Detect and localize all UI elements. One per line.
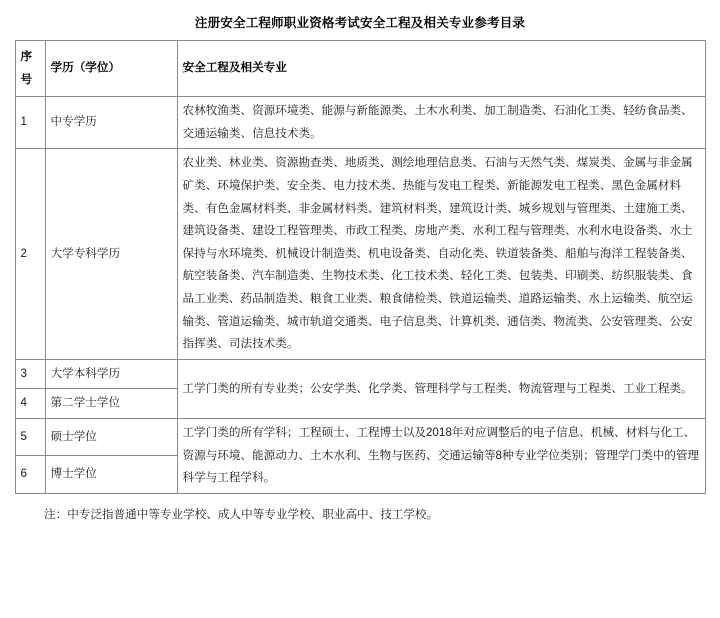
row-degree: 第二学士学位 [45,389,177,419]
column-header-majors: 安全工程及相关专业 [177,41,705,97]
row-majors: 农林牧渔类、资源环境类、能源与新能源类、土木水利类、加工制造类、石油化工类、轻纺食品类、交通运输类、信息技术类。 [177,97,705,149]
row-degree: 大学本科学历 [45,359,177,389]
row-majors: 工学门类的所有学科；工程硕士、工程博士以及2018年对应调整后的电子信息、机械、材料与化工、资源与环境、能源动力、土木水利、生物与医药、交通运输等8种专业学位类别；管理学门类中的管理科学与工程学科。 [177,418,705,493]
column-header-degree: 学历（学位） [45,41,177,97]
table-header-row [15,41,705,97]
column-header-no: 序号 [15,41,45,97]
row-majors: 工学门类的所有专业类；公安学类、化学类、管理科学与工程类、物流管理与工程类、工业工程类。 [177,359,705,418]
table-row [15,97,705,149]
row-no: 6 [15,456,45,493]
row-degree: 中专学历 [45,97,177,149]
major-catalog-table [15,40,706,494]
page-title: 注册安全工程师职业资格考试安全工程及相关专业参考目录 [194,16,526,30]
row-no: 5 [15,418,45,455]
row-no: 3 [15,359,45,389]
table-row [15,418,705,455]
table-row [15,149,705,359]
row-no: 2 [15,149,45,359]
row-degree: 大学专科学历 [45,149,177,359]
row-degree: 硕士学位 [45,418,177,455]
row-no: 1 [15,97,45,149]
row-majors: 农业类、林业类、资源勘查类、地质类、测绘地理信息类、石油与天然气类、煤炭类、金属与非金属矿类、环境保护类、安全类、电力技术类、热能与发电工程类、新能源发电工程类、黑色金属材料类、有色金属材料类、非金属材料类、建筑材料类、建筑设计类、城乡规划与管理类、土建施工类、建筑设备类、建设工程管理类、市政工程类、房地产类、水利工程与管理类、水利水电设备类、水土保持与水环境类、机械设计制造类、机电设备类、自动化类、铁道装备类、船舶与海洋工程装备类、航空装备类、汽车制造类、生物技术类、化工技术类、轻化工类、包装类、印刷类、纺织服装类、食品工业类、药品制造类、粮食工业类、粮食储检类、铁道运输类、道路运输类、水上运输类、航空运输类、管道运输类、城市轨道交通类、电子信息类、计算机类、通信类、物流类、公安管理类、公安指挥类、司法技术类。 [177,149,705,359]
table-row [15,359,705,389]
row-no: 4 [15,389,45,419]
row-degree: 博士学位 [45,456,177,493]
footer-note: 注：中专泛指普通中等专业学校、成人中等专业学校、职业高中、技工学校。 [44,507,439,521]
